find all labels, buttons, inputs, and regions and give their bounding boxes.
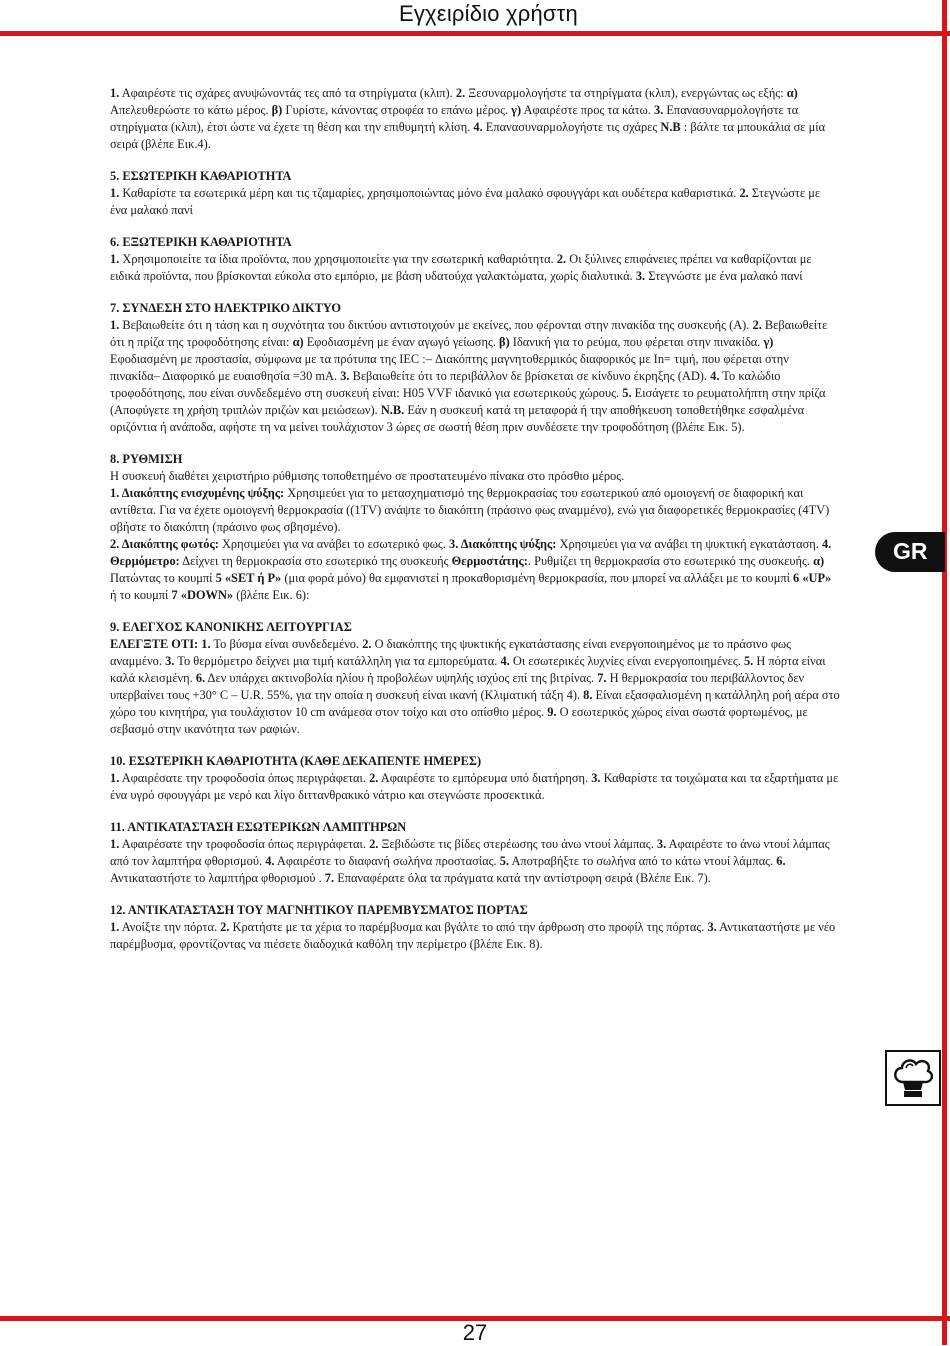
language-tab (875, 532, 945, 572)
text-run: Εφοδιασμένη με προστασία, σύμφωνα με τα πρότυπα της IEC :– Διακόπτης μαγνητοθερμικός διαφορικός με In= τιμή, που φέρεται στην πινακίδα– Διαφορικό με ευαισθησία =30 mA. (110, 352, 789, 383)
text-run: Είναι εξασφαλισμένη η κατάλληλη ροή αέρα στο χώρο του κινητήρα, για τουλάχιστον 10 cm ανάμεσα στον τοίχο και στο οπίσθιο μέρος. (110, 688, 840, 719)
section (110, 234, 840, 285)
text-run: ή το κουμπί (110, 588, 172, 602)
text-run: Επαναφέρατε όλα τα πράγματα κατά την αντίστροφη σειρά (Βλέπε Εικ. 7). (334, 871, 711, 885)
section (110, 300, 840, 436)
text-run: Στεγνώστε με ένα μαλακό πανί (110, 186, 821, 217)
section-title: 9. ΕΛΕΓΧΟΣ ΚΑΝΟΝΙΚΗΣ ΛΕΙΤΟΥΡΓΙΑΣ (110, 620, 352, 634)
text-run: Γυρίστε, κάνοντας στροφέα το επάνω μέρος. (282, 103, 512, 117)
page-header (0, 0, 950, 30)
text-run: Καθαρίστε τα εσωτερικά μέρη και τις τζαμαρίες, χρησιμοποιώντας μόνο ένα μαλακό σφουγγάρι και ουδέτερα καθαριστικά. (119, 186, 740, 200)
document-body (110, 85, 840, 953)
bold-run: α) (786, 86, 798, 100)
section (110, 902, 840, 953)
side-rule (942, 0, 947, 1345)
section-text (110, 919, 840, 953)
section (110, 168, 840, 219)
bold-run: 3. (340, 369, 350, 383)
text-run: Χρησιμεύει για το μετασχηματισμό της θερμοκρασίας του εσωτερικού από ομοιογενή σε διαφορική και αντίθετα. Για να έχετε ομοιογενή θερμοκρασία ((1TV) ανάψτε το διακόπτη (πράσινο φως αναμμένο), ενώ για διαφορετικές θερμοκρασίες (4TV) σβήστε το διακόπτη (πράσινο φως σβησμένο). (110, 486, 830, 534)
bold-run: 2. (739, 186, 749, 200)
bold-run: 2. (362, 637, 372, 651)
bold-run: 2. (556, 252, 567, 266)
bold-run: 3. Διακόπτης ψύξης: (449, 537, 557, 551)
bold-run: 5. (499, 854, 510, 868)
bold-run: 1. (110, 920, 120, 934)
text-run: Οι εσωτερικές λυχνίες είναι ενεργοποιημένες. (509, 654, 744, 668)
text-run: Δεν υπάρχει ακτινοβολία ηλίου ή προβολέων υψηλής ισχύος επί της βιτρίνας. (205, 671, 598, 685)
bold-run: 4. (265, 854, 275, 868)
text-run: Επανασυναρμολογήστε τα στηρίγματα (κλιπ), έτσι ώστε να έχετε τη θέση και την επιθυμητή κλίση. (110, 103, 799, 134)
section-title: 8. ΡΥΘΜΙΣΗ (110, 452, 183, 466)
text-run: Ξεσυναρμολογήστε τα στηρίγματα (κλιπ), ενεργώντας ως εξής: (465, 86, 787, 100)
bold-run: 3. (656, 837, 667, 851)
bold-run: 5. (743, 654, 754, 668)
text-run: Εισάγετε το ρευματολήπτη στην πρίζα (Αποφύγετε τη χρήση τριπλών πριζών και μειώσεων). (110, 386, 826, 417)
text-run: Πατώντας το κουμπί (110, 571, 216, 585)
section-title: 7. ΣΥΝΔΕΣΗ ΣΤΟ ΗΛΕΚΤΡΙΚΟ ΔΙΚΤΥΟ (110, 301, 341, 315)
text-run: Η θερμοκρασία του περιβάλλοντος δεν υπερβαίνει τους +30° C – U.R. 55%, για την οποία η συσκευή είναι ικανή (Κλιματική τάξη 4). (110, 671, 805, 702)
text-run: Βεβαιωθείτε ότι η πρίζα της τροφοδότησης είναι: (110, 318, 828, 349)
text-run: Το βύσμα είναι συνδεδεμένο. (210, 637, 363, 651)
text-run: Ανοίξτε την πόρτα. (119, 920, 221, 934)
section-title: 6. ΕΞΩΤΕΡΙΚΗ ΚΑΘΑΡΙΟΤΗΤΑ (110, 235, 292, 249)
bold-run: 4. (710, 369, 720, 383)
bold-run: β) (271, 103, 283, 117)
text-run: Αντικαταστήστε με νέο παρέμβυσμα, φροντίζοντας να πιέσετε διαδοχικά καθόλη την περίμετρο (βλέπε Εικ. 8). (110, 920, 836, 951)
text-run: Βεβαιωθείτε ότι το περιβάλλον δε βρίσκεται σε κίνδυνο έκρηξης (AD). (349, 369, 711, 383)
bold-run: γ) (763, 335, 774, 349)
bold-run: 3. (653, 103, 664, 117)
text-run: Αφαιρέστε το άνω ντουί λάμπας από τον λαμπτήρα φθορισμού. (110, 837, 830, 868)
section (110, 451, 840, 604)
intro-paragraph (110, 85, 840, 153)
section-text (110, 836, 840, 887)
text-run: Ιδανική για το ρεύμα, που φέρεται στην πινακίδα. (509, 335, 764, 349)
text-run: Το θερμόμετρο δείχνει μια τιμή κατάλληλη για τα εμπορεύματα. (174, 654, 501, 668)
bold-run: 7. (324, 871, 335, 885)
section (110, 619, 840, 738)
bold-run: 5. (622, 386, 632, 400)
bold-run: 3. (635, 269, 646, 283)
bold-run: 4. (473, 120, 483, 134)
section-title: 12. ΑΝΤΙΚΑΤΑΣΤΑΣΗ ΤΟΥ ΜΑΓΝΗΤΙΚΟΥ ΠΑΡΕΜΒΥΣΜΑΤΟΣ ΠΟΡΤΑΣ (110, 903, 528, 917)
section-text (110, 468, 840, 604)
bold-run: Θερμοστάτης: (451, 554, 528, 568)
text-run: : βάλτε τα μπουκάλια σε μία σειρά (βλέπε Εικ.4). (110, 120, 826, 151)
bold-run: 1. (110, 771, 120, 785)
text-run: Το καλώδιο τροφοδότησης, που είναι συνδεδεμένο στη συσκευή είναι: H05 VVF ιδανικό για εσωτερικούς χώρους. (110, 369, 781, 400)
bold-run: 3. (165, 654, 175, 668)
bold-run: 5 «SET ή P» (215, 571, 282, 585)
text-run: Αφαιρέστε το διαφανή σωλήνα προστασίας. (274, 854, 500, 868)
bold-run: 9. (547, 705, 557, 719)
text-run: Κρατήστε με τα χέρια το παρέμβυσμα και βγάλτε το από την άρθρωση στο προφίλ της πόρτας. (229, 920, 708, 934)
text-run: (βλέπε Εικ. 6): (233, 588, 310, 602)
text-run: Οι ξύλινες επιφάνειες πρέπει να καθαρίζονται με ειδικά προϊόντα, που βρίσκονται εύκολα στο εμπόριο, με βάση υδατούχα γαλακτώματα, χωρίς διαλυτικά. (110, 252, 812, 283)
text-run: Αφαιρέσατε την τροφοδοσία όπως περιγράφεται. (119, 837, 370, 851)
bold-run: 6 «UP» (793, 571, 832, 585)
text-run: Χρησιμοποιείτε τα ίδια προϊόντα, που χρησιμοποιείτε για την εσωτερική καθαριότητα. (119, 252, 557, 266)
section-text (110, 636, 840, 738)
text-run: Καθαρίστε τα τοιχώματα και τα εξαρτήματα με ένα υγρό σφουγγάρι με νερό και λίγο διττανθρακικό νάτριο και στεγνώστε προσεκτικά. (110, 771, 839, 802)
bold-run: β) (499, 335, 510, 349)
text-run: Εάν η συσκευή κατά τη μεταφορά ή την αποθήκευση τοποθετήθηκε εσφαλμένα οριζόντια ή ανάποδα, αφήστε τη να μείνει τουλάχιστον 3 ώρες σε σωστή θέση πριν συνδέσετε την τροφοδότηση (βλέπε Εικ. 5). (110, 403, 805, 434)
bold-run: 7. (597, 671, 607, 685)
bold-run: 7 «DOWN» (171, 588, 234, 602)
section-text (110, 770, 840, 804)
text-run: Εφοδιασμένη με έναν αγωγό γείωσης. (303, 335, 500, 349)
chef-hat-icon (885, 1050, 941, 1106)
header-rule (0, 31, 950, 36)
bold-run: 2. (369, 837, 379, 851)
section (110, 819, 840, 887)
bold-run: 1. (110, 186, 120, 200)
text-run: Αφαιρέστε προς τα κάτω. (521, 103, 654, 117)
page-number: 27 (462, 1320, 488, 1345)
bold-run: 3. (591, 771, 601, 785)
bold-run: N.B. (380, 403, 405, 417)
bold-run: 4. Θερμόμετρο: (110, 537, 832, 568)
bold-run: 3. (707, 920, 717, 934)
bold-run: 4. (500, 654, 510, 668)
bold-run: ΕΛΕΓΞΤΕ ΟΤΙ: 1. (110, 637, 211, 651)
text-run: (μια φορά μόνο) θα εμφανιστεί η προκαθορισμένη θερμοκρασία, που μπορεί να αλλάξει με το κουμπί (281, 571, 794, 585)
bold-run: 6. (195, 671, 206, 685)
section-text (110, 317, 840, 436)
section-text (110, 251, 840, 285)
bold-run: 1. (110, 252, 120, 266)
section-text (110, 185, 840, 219)
text-run: Βεβαιωθείτε ότι η τάση και η συχνότητα του δικτύου αντιστοιχούν με εκείνες, που φέρονται στην πινακίδα της συσκευής (A). (119, 318, 753, 332)
text-run: Ξεβιδώστε τις βίδες στερέωσης του άνω ντουί λάμπας. (378, 837, 657, 851)
page-title: Εγχειρίδιο χρήστη (398, 1, 578, 26)
language-tab-label: GR (893, 538, 928, 564)
bold-run: γ) (511, 103, 522, 117)
section-title: 5. ΕΣΩΤΕΡΙΚΗ ΚΑΘΑΡΙΟΤΗΤΑ (110, 169, 292, 183)
bold-run: 8. (583, 688, 593, 702)
section-title: 11. ΑΝΤΙΚΑΤΑΣΤΑΣΗ ΕΣΩΤΕΡΙΚΩΝ ΛΑΜΠΤΗΡΩΝ (110, 820, 407, 834)
text-run: Ο εσωτερικός χώρος είναι σωστά φορτωμένος, με σεβασμό στην ικανότητα των ραφιών. (110, 705, 808, 736)
text-run: . Ρυθμίζει τη θερμοκρασία στο εσωτερικό της συσκευής. (527, 554, 814, 568)
bold-run: 2. (752, 318, 762, 332)
text-run: Αποτραβήξτε το σωλήνα από το κάτω ντουί λάμπας. (509, 854, 777, 868)
text-run: Επανασυναρμολογήστε τις σχάρες (482, 120, 661, 134)
bold-run: 2. Διακόπτης φωτός: (110, 537, 219, 551)
bold-run: 2. (455, 86, 466, 100)
text-run: Απελευθερώστε το κάτω μέρος. (110, 103, 272, 117)
text-run: Δείχνει τη θερμοκρασία στο εσωτερικό της συσκευής (179, 554, 452, 568)
text-run: Χρησιμεύει για να ανάβει τη ψυκτική εγκατάσταση. (556, 537, 822, 551)
bold-run: 2. (220, 920, 230, 934)
bold-run: 2. (369, 771, 379, 785)
bold-run: α) (813, 554, 825, 568)
text-run: Η πόρτα είναι καλά κλεισμένη. (110, 654, 826, 685)
text-run: Η συσκευή διαθέτει χειριστήριο ρύθμισης τοποθετημένο σε προστατευμένο πίνακα στο πρόσθιο μέρος. (110, 469, 625, 483)
text-run: Αφαιρέσατε την τροφοδοσία όπως περιγράφεται. (119, 771, 370, 785)
text-run: Αφαιρέστε το εμπόρευμα υπό διατήρηση. (378, 771, 592, 785)
text-run: Αντικαταστήστε το λαμπτήρα φθορισμού . (110, 871, 325, 885)
text-run: Χρησιμεύει για να ανάβει το εσωτερικό φως. (218, 537, 449, 551)
bold-run: 6. (776, 854, 786, 868)
bold-run: N.B (660, 120, 681, 134)
text-run: Ο διακόπτης της ψυκτικής εγκατάστασης είναι ενεργοποιημένος με το πράσινο φως αναμμένο. (110, 637, 792, 668)
bold-run: 1. (110, 837, 120, 851)
text-run: Στεγνώστε με ένα μαλακό πανί (645, 269, 803, 283)
bold-run: 1. Διακόπτης ενισχυμένης ψύξης: (110, 486, 285, 500)
section (110, 753, 840, 804)
bold-run: 1. (110, 318, 120, 332)
section-title: 10. ΕΣΩΤΕΡΙΚΗ ΚΑΘΑΡΙΟΤΗΤΑ (ΚΑΘΕ ΔΕΚΑΠΕΝΤΕ ΗΜΕΡΕΣ) (110, 754, 482, 768)
bold-run: α) (292, 335, 304, 349)
text-run: Αφαιρέστε τις σχάρες ανυψώνοντάς τες από τα στηρίγματα (κλιπ). (119, 86, 456, 100)
bold-run: 1. (110, 86, 120, 100)
sections (110, 168, 840, 953)
